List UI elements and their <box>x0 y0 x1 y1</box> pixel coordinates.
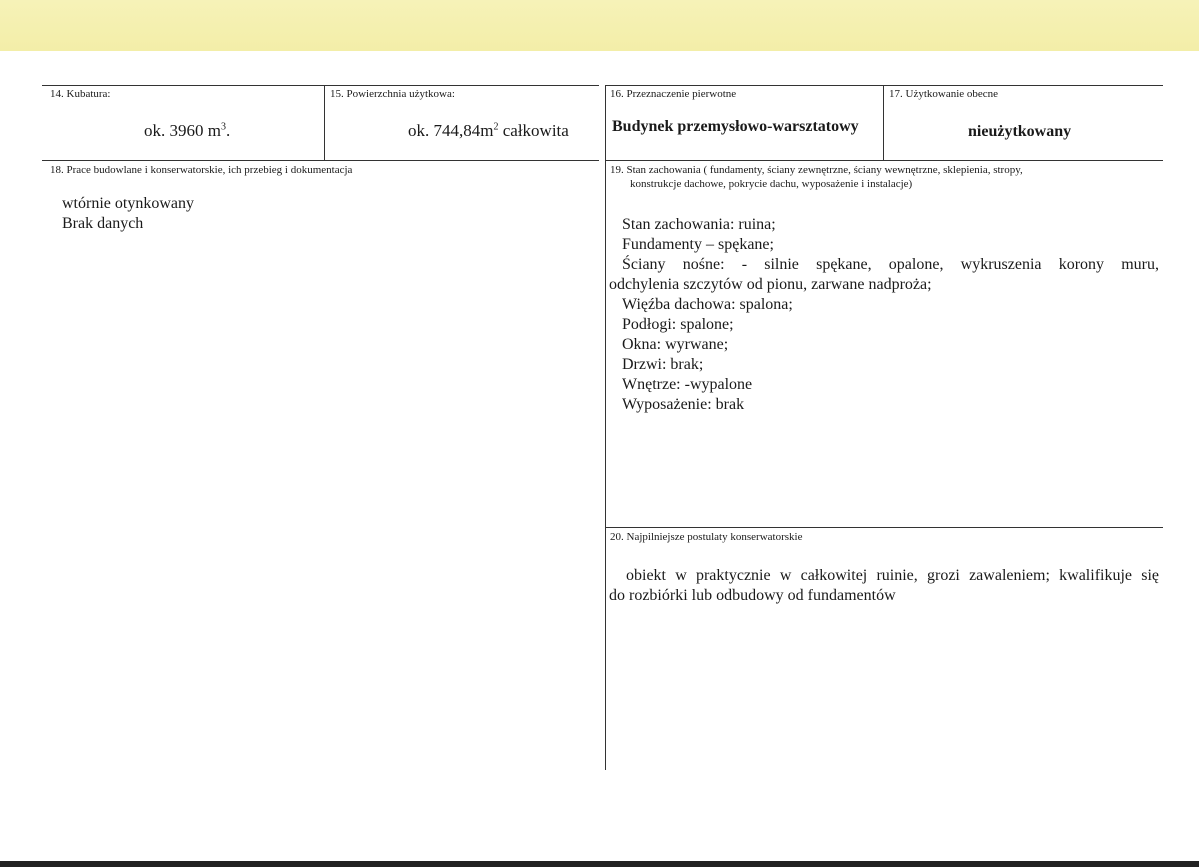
field-15-value-tail: całkowita <box>498 121 569 140</box>
field-19-line: odchylenia szczytów od pionu, zarwane nadproża; <box>609 276 932 293</box>
field-15-label: 15. Powierzchnia użytkowa: <box>330 88 455 100</box>
grid-line-v-f14-f15 <box>324 85 325 160</box>
field-20-line: obiekt w praktycznie w całkowitej ruinie, grozi zawaleniem; kwalifikuje się <box>626 567 1159 584</box>
field-19-line: Fundamenty – spękane; <box>622 236 774 253</box>
grid-line-mid-left <box>42 160 599 161</box>
field-14-value <box>144 121 230 141</box>
field-14-label: 14. Kubatura: <box>50 88 111 100</box>
field-19-line: Drzwi: brak; <box>622 356 704 373</box>
field-14-value-sup: 3 <box>220 121 226 133</box>
field-19-label-line1: 19. Stan zachowania ( fundamenty, ściany zewnętrzne, ściany wewnętrzne, sklepienia, stropy, <box>610 164 1023 176</box>
grid-line-v-center <box>605 85 606 770</box>
field-15-value-main: ok. 744,84m <box>408 121 494 140</box>
field-19-line: Okna: wyrwane; <box>622 336 729 353</box>
field-19-line: Stan zachowania: ruina; <box>622 216 776 233</box>
field-18-line: Brak danych <box>62 215 144 232</box>
field-17-label: 17. Użytkowanie obecne <box>889 88 999 100</box>
field-19-line: Wnętrze: -wypalone <box>622 376 753 393</box>
grid-line-mid-right <box>605 160 1163 161</box>
field-14-value-main: ok. 3960 m <box>144 121 221 140</box>
field-17-value: nieużytkowany <box>968 123 1072 140</box>
field-20-line: do rozbiórki lub odbudowy od fundamentów <box>609 587 896 604</box>
field-18-label: 18. Prace budowlane i konserwatorskie, ich przebieg i dokumentacja <box>50 164 353 176</box>
field-19-line: Więźba dachowa: spalona; <box>622 296 793 313</box>
scan-bottom-edge <box>0 861 1199 867</box>
field-18-text <box>62 194 194 234</box>
field-20-text <box>609 566 1159 606</box>
field-19-line: Podłogi: spalone; <box>622 316 734 333</box>
grid-line-f20-top <box>605 527 1163 528</box>
field-19-text <box>609 215 1159 415</box>
field-19-line: Wyposażenie: brak <box>622 396 745 413</box>
field-16-label: 16. Przeznaczenie pierwotne <box>610 88 737 100</box>
field-14-value-tail: . <box>225 121 231 140</box>
field-15-value-sup: 2 <box>493 121 499 133</box>
field-15-value <box>408 121 569 141</box>
scan-top-band <box>0 0 1199 51</box>
field-16-value: Budynek przemysłowo-warsztatowy <box>612 118 859 135</box>
grid-line-top-right <box>605 85 1163 86</box>
field-18-line: wtórnie otynkowany <box>62 195 194 212</box>
field-20-label: 20. Najpilniejsze postulaty konserwatorskie <box>610 531 803 543</box>
grid-line-v-f16-f17 <box>883 85 884 160</box>
field-19-line: Ściany nośne: - silnie spękane, opalone, wykruszenia korony muru, <box>622 256 1159 273</box>
grid-line-top-left <box>42 85 599 86</box>
field-19-label-line2: konstrukcje dachowe, pokrycie dachu, wyposażenie i instalacje) <box>630 178 913 190</box>
